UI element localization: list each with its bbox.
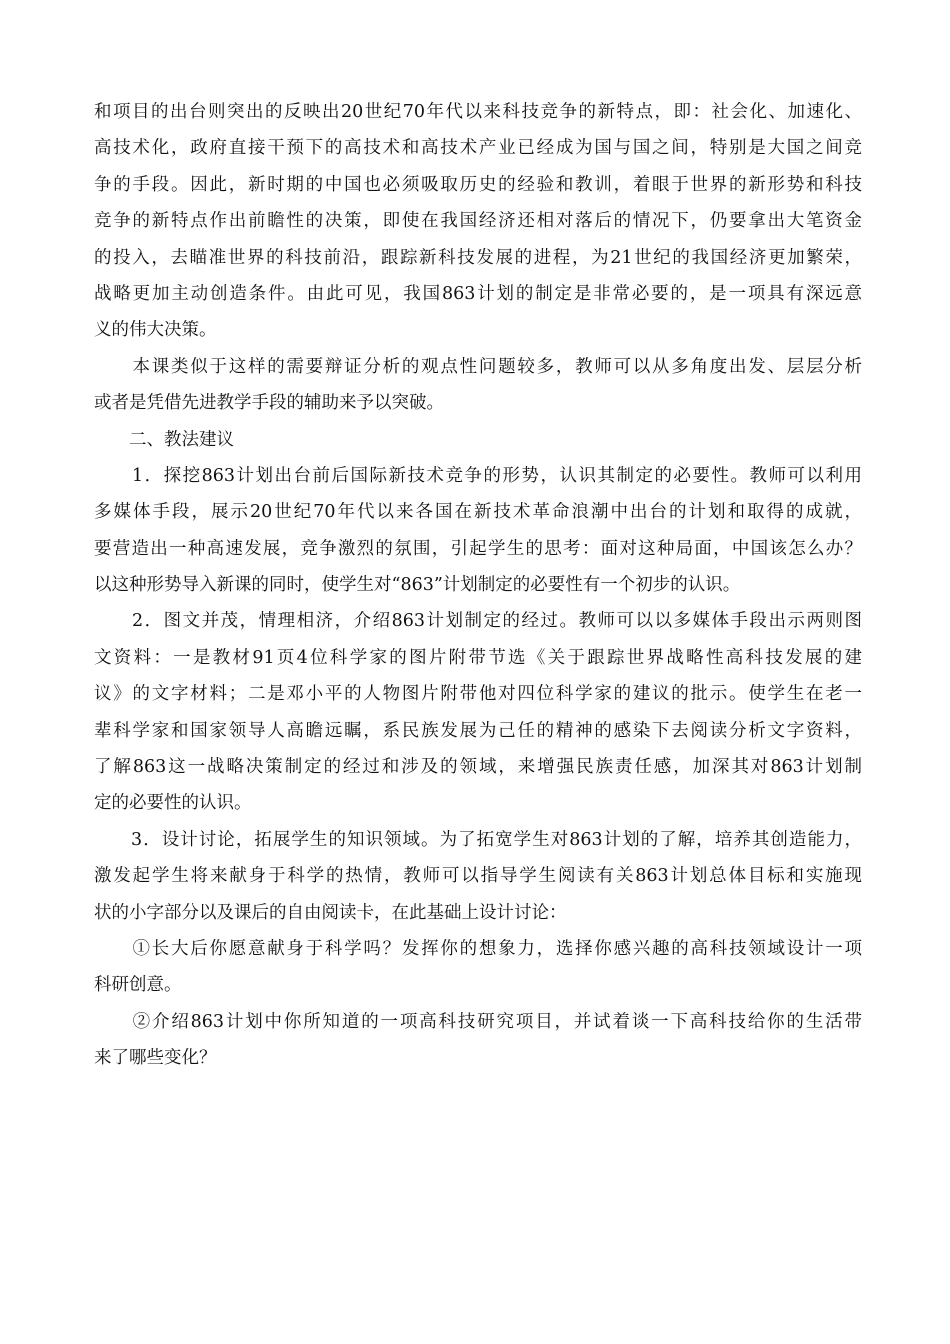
text-line: 的投入，去瞄准世界的科技前沿，跟踪新科技发展的进程，为21世纪的我国经济更加繁荣， xyxy=(94,247,862,268)
text-line: 议》的文字材料；二是邓小平的人物图片附带他对四位科学家的建议的批示。使学生在老一 xyxy=(94,684,862,705)
text-line: 1．探挖863计划出台前后国际新技术竞争的形势，认识其制定的必要性。教师可以利用 xyxy=(94,465,862,486)
text-line: 3．设计讨论，拓展学生的知识领域。为了拓宽学生对863计划的了解，培养其创造能力， xyxy=(94,829,862,850)
text-line: 以这种形势导入新课的同时，使学生对“863”计划制定的必要性有一个初步的认识。 xyxy=(94,575,741,596)
section-heading xyxy=(94,422,862,458)
paragraph xyxy=(94,349,862,422)
text-line: 或者是凭借先进教学手段的辅助来予以突破。 xyxy=(94,393,444,414)
discussion-question xyxy=(94,1004,862,1077)
text-line: 多媒体手段，展示20世纪70年代以来各国在新技术革命浪潮中出台的计划和取得的成就， xyxy=(94,502,862,523)
text-line: 义的伟大决策。 xyxy=(94,320,217,341)
text-line: ②介绍863计划中你所知道的一项高科技研究项目，并试着谈一下高科技给你的生活带 xyxy=(94,1011,862,1032)
text-line: 竞争的新特点作出前瞻性的决策，即使在我国经济还相对落后的情况下，仍要拿出大笔资金 xyxy=(94,211,862,232)
text-line: 二、教法建议 xyxy=(94,429,234,450)
text-line: 本课类似于这样的需要辩证分析的观点性问题较多，教师可以从多角度出发、层层分析 xyxy=(94,356,862,377)
text-line: 文资料：一是教材91页4位科学家的图片附带节选《关于跟踪世界战略性高科技发展的建 xyxy=(94,647,862,668)
text-line: 科研创意。 xyxy=(94,975,182,996)
paragraph xyxy=(94,603,862,821)
text-line: 来了哪些变化？ xyxy=(94,1048,217,1069)
text-line: 辈科学家和国家领导人高瞻远瞩，系民族发展为己任的精神的感染下去阅读分析文字资料， xyxy=(94,720,862,741)
discussion-question xyxy=(94,931,862,1004)
text-line: ①长大后你愿意献身于科学吗？发挥你的想象力，选择你感兴趣的高科技领域设计一项 xyxy=(94,938,862,959)
text-line: 2．图文并茂，情理相济，介绍863计划制定的经过。教师可以以多媒体手段出示两则图 xyxy=(94,611,862,632)
text-line: 战略更加主动创造条件。由此可见，我国863计划的制定是非常必要的，是一项具有深远意 xyxy=(94,283,862,304)
text-line: 争的手段。因此，新时期的中国也必须吸取历史的经验和教训，着眼于世界的新形势和科技 xyxy=(94,174,862,195)
paragraph xyxy=(94,822,862,931)
text-line: 激发起学生将来献身于科学的热情，教师可以指导学生阅读有关863计划总体目标和实施现 xyxy=(94,866,862,887)
text-line: 了解863这一战略决策制定的经过和涉及的领域，来增强民族责任感，加深其对863计划制 xyxy=(94,757,862,778)
paragraph xyxy=(94,458,862,604)
text-line: 状的小字部分以及课后的自由阅读卡，在此基础上设计讨论： xyxy=(94,902,567,923)
text-line: 定的必要性的认识。 xyxy=(94,793,252,814)
text-line: 高技术化，政府直接干预下的高技术和高技术产业已经成为国与国之间，特别是大国之间竞 xyxy=(94,138,862,159)
text-line: 要营造出一种高速发展，竞争激烈的氛围，引起学生的思考：面对这种局面，中国该怎么办？ xyxy=(94,538,862,559)
paragraph xyxy=(94,94,862,349)
text-line: 和项目的出台则突出的反映出20世纪70年代以来科技竞争的新特点，即：社会化、加速化、 xyxy=(94,102,862,122)
